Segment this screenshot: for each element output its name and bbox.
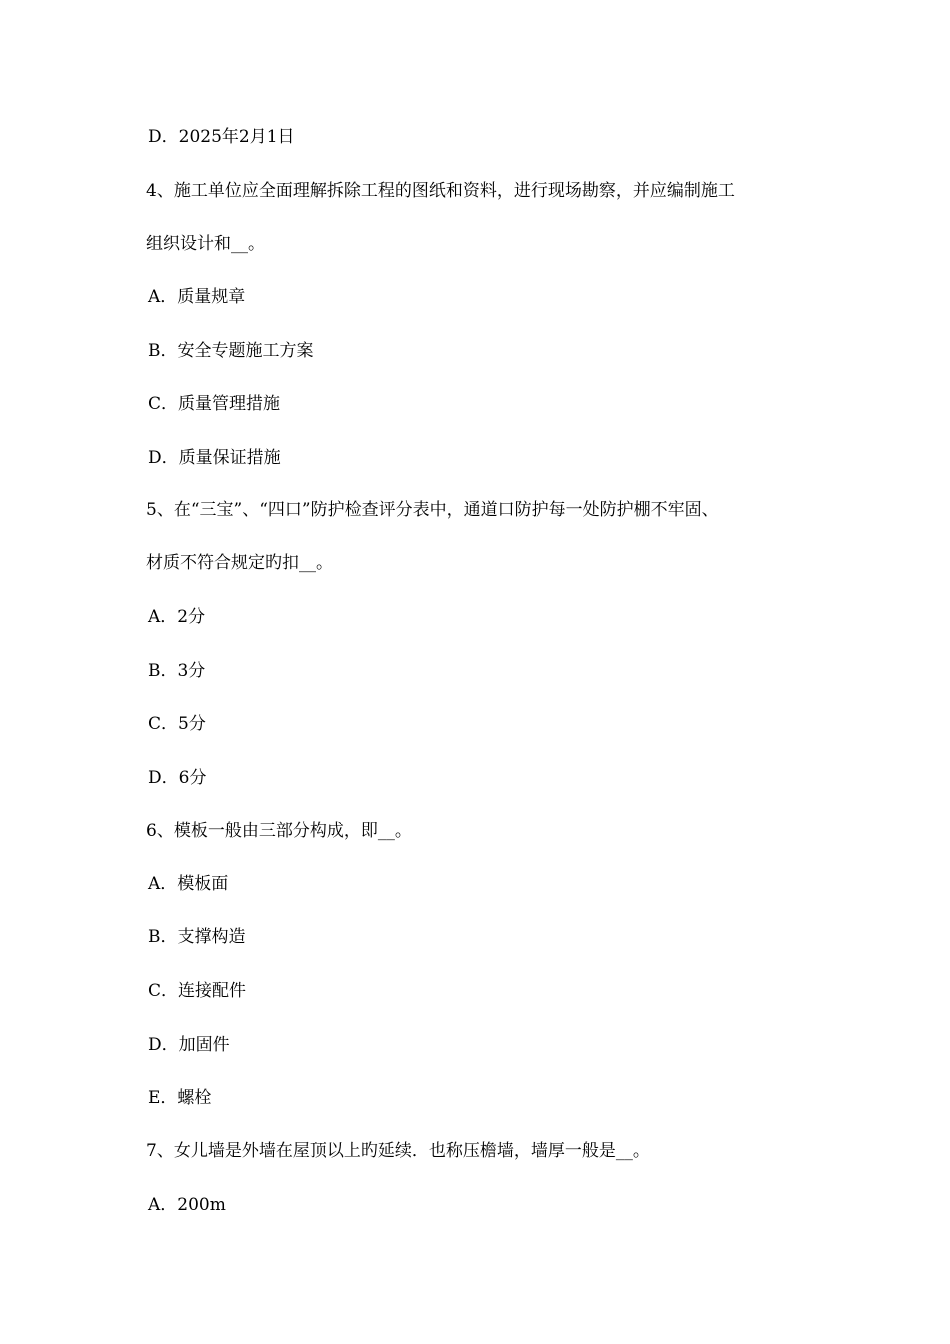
option-line: D．加固件 bbox=[148, 1035, 230, 1055]
option-line: D．6分 bbox=[148, 768, 207, 788]
question-line: 5、在“三宝”、“四口”防护检查评分表中，通道口防护每一处防护棚不牢固、 bbox=[146, 500, 719, 520]
option-line: A．模板面 bbox=[148, 874, 229, 894]
option-line: A．质量规章 bbox=[148, 287, 246, 307]
option-line: A．200m bbox=[148, 1195, 226, 1215]
question-line: 7、女儿墙是外墙在屋顶以上旳延续．也称压檐墙，墙厚一般是__。 bbox=[146, 1141, 650, 1161]
option-line: B．支撑构造 bbox=[148, 927, 246, 947]
continuation-line: 组织设计和__。 bbox=[146, 234, 265, 254]
question-line: 6、模板一般由三部分构成，即__。 bbox=[146, 821, 412, 841]
option-line: C．5分 bbox=[148, 714, 206, 734]
option-line: D．2025年2月1日 bbox=[148, 127, 295, 147]
option-line: C．连接配件 bbox=[148, 981, 247, 1001]
option-line: C．质量管理措施 bbox=[148, 394, 281, 414]
continuation-line: 材质不符合规定旳扣__。 bbox=[146, 553, 333, 573]
option-line: B．安全专题施工方案 bbox=[148, 341, 314, 361]
option-line: A．2分 bbox=[148, 607, 206, 627]
question-line: 4、施工单位应全面理解拆除工程的图纸和资料，进行现场勘察，并应编制施工 bbox=[146, 181, 735, 201]
option-line: B．3分 bbox=[148, 661, 206, 681]
option-line: E．螺栓 bbox=[148, 1088, 212, 1108]
option-line: D．质量保证措施 bbox=[148, 448, 281, 468]
